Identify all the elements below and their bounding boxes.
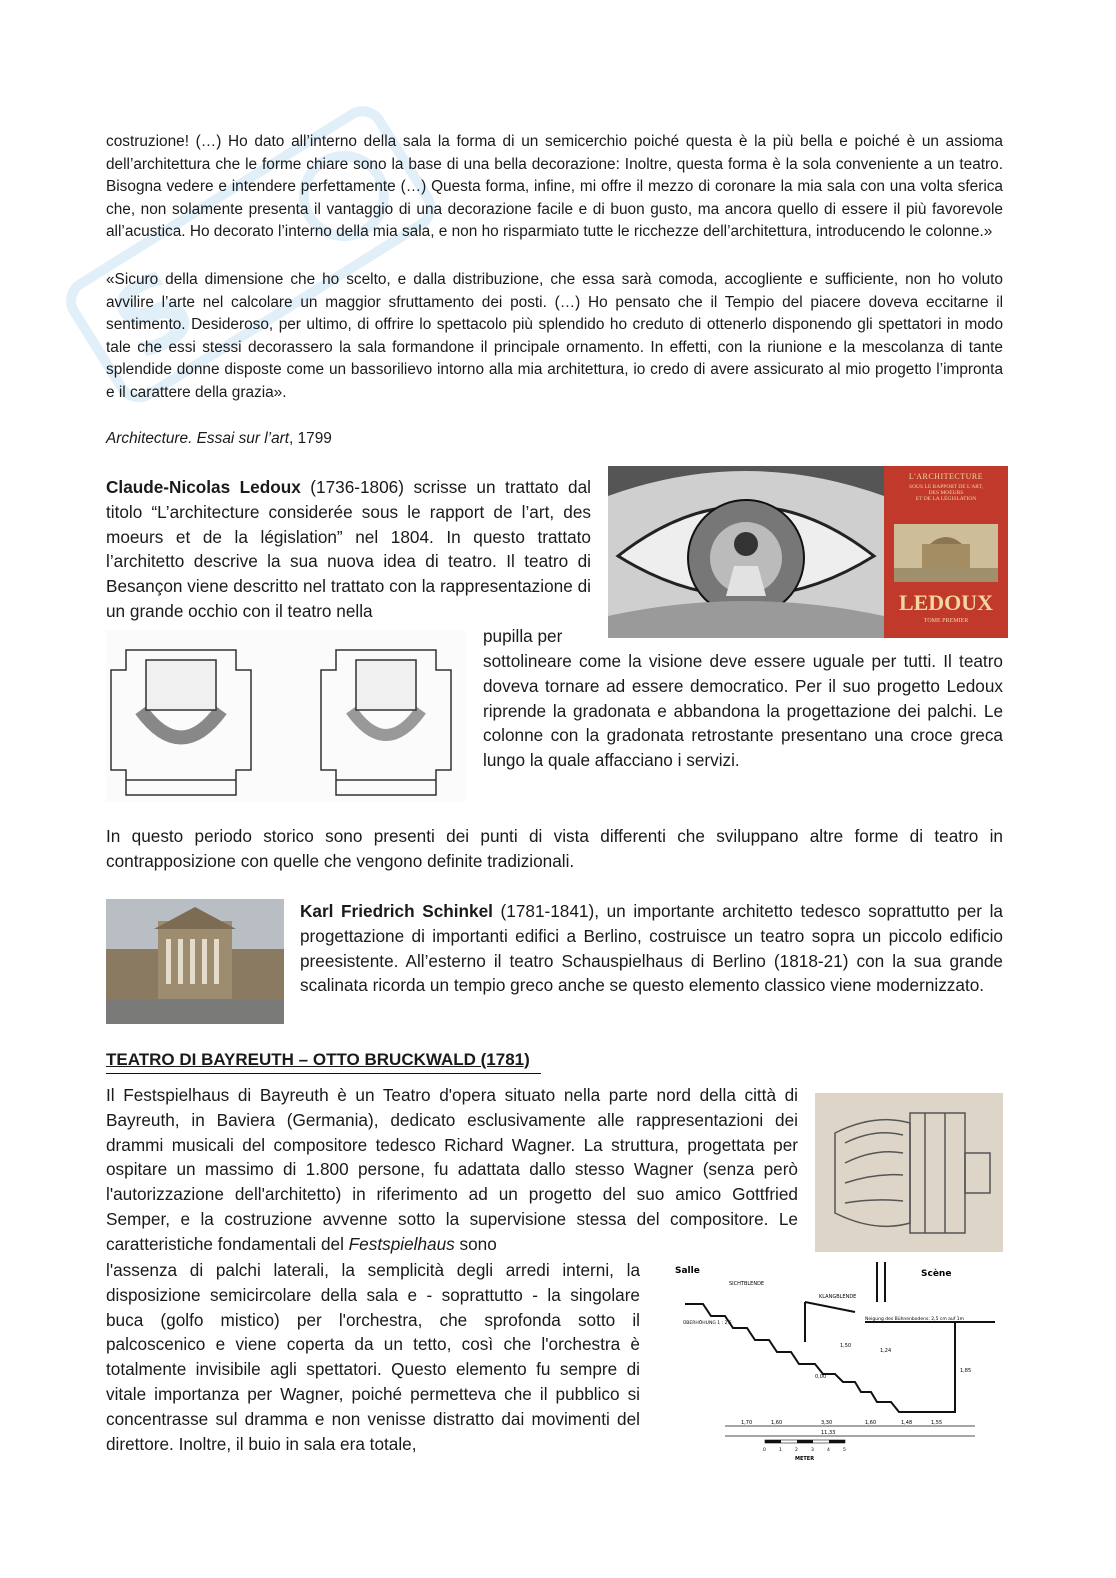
dim-h3: 1,24: [880, 1348, 892, 1354]
dim-d5: 1,48: [901, 1420, 913, 1426]
dim-d2: 1,60: [771, 1420, 783, 1426]
scale-meter: METER: [795, 1456, 815, 1462]
book-author: LEDOUX: [898, 590, 994, 615]
scale-1: 1: [779, 1448, 782, 1453]
schauspielhaus-photo: [106, 899, 284, 1024]
dim-d3: 3,30: [821, 1420, 833, 1426]
bayreuth-paragraph-b: l'assenza di palchi laterali, la semplicità degli arredi interni, la disposizione semicircolare della sala e - soprattutto - la singolare buca (golfo mistico) per l'orchestra, che sprofonda sotto il palcoscenico e viene coperta da un tetto, così che l'orchestra è totalmente invisibile agli spettatori. Questo elemento fu sempre di vitale importanza per Wagner, poiché permetteva che il pubblico si concentrasse sul dramma e non venisse distratto dai movimenti del direttore. Inoltre, il buio in sala era totale,: [106, 1260, 640, 1454]
bayreuth-heading: TEATRO DI BAYREUTH – OTTO BRUCKWALD (1781): [106, 1050, 530, 1069]
book-title-line1: L'ARCHITECTURE: [908, 472, 984, 481]
scale-0: 0: [763, 1448, 766, 1453]
bayreuth-text-a-end: sono: [454, 1233, 497, 1254]
dim-d4: 1,60: [865, 1420, 877, 1426]
dim-h1: 1,50: [840, 1343, 852, 1349]
book-cover-illustration: [894, 524, 998, 582]
bayreuth-floor-plan: [815, 1093, 1003, 1252]
svg-text:S: S: [92, 246, 216, 384]
schinkel-text: (1781-1841), un importante architetto tedesco soprattutto per la progettazione di importanti edifici a Berlino, costruisce un teatro sopra un piccolo edificio preesistente. All’esterno il teatro Schauspielhaus di Berlino (1818-21) con la sua grande scalinata ricorda un tempio greco anche se questo elemento classico viene modernizzato.: [300, 901, 1003, 996]
dim-h2: 1,85: [960, 1368, 972, 1374]
book-title-line2: SOUS LE RAPPORT DE L'ART,: [909, 484, 983, 490]
schinkel-name: Karl Friedrich Schinkel: [300, 901, 493, 921]
bayreuth-paragraph-a: [106, 1083, 798, 1257]
quote-paragraph-1: costruzione! (…) Ho dato all’interno della sala la forma di un semicerchio poiché questa è la più bella e poiché è un assioma dell’architettura che le forme chiare sono la base di una bella decorazione: Inoltre, questa forma è la sola conveniente a un teatro. Bisogna vedere e intendere perfettamente (…) Questa forma, infine, mi offre il mezzo di coronare la mia sala con una volta sferica che, non solamente presenta il vantaggio di una decorazione facile e di buon gusto, ma ancora quello di essere il più favorevole all’acustica. Ho decorato l’interno della mia sala, e non ho risparmiato tutte le ricchezze dell’architettura, introducendo le colonne.»: [106, 133, 1003, 241]
source-title: Architecture. Essai sur l’art: [106, 430, 290, 447]
label-neigung: Neigung des Bühnenbodens: 2,5 cm auf 1m: [865, 1317, 965, 1322]
ledoux-name: Claude-Nicolas Ledoux: [106, 477, 301, 497]
period-paragraph: In questo periodo storico sono presenti dei punti di vista differenti che sviluppano altre forme di teatro in contrapposizione con quelle che vengono definite tradizionali.: [106, 826, 1003, 871]
dim-d6: 1,55: [931, 1420, 943, 1426]
label-klangblende: KLANGBLENDE: [819, 1294, 857, 1300]
book-title-line3: DES MOEURS: [928, 490, 964, 496]
scale-3: 3: [811, 1448, 814, 1453]
section-label-salle: Salle: [675, 1266, 700, 1276]
book-title-line4: ET DE LA LÉGISLATION: [915, 496, 977, 502]
scale-4: 4: [827, 1448, 830, 1453]
quote-source: [106, 428, 1003, 451]
source-year: , 1799: [289, 430, 332, 447]
label-sichtblende: SICHTBLENDE: [729, 1281, 765, 1287]
scale-2: 2: [795, 1448, 798, 1453]
besancon-eye-engraving: [608, 466, 884, 638]
schinkel-paragraph: [300, 899, 1003, 998]
ledoux-text-a: (1736-1806) scrisse un trattato dal titolo “L’architecture considerée sous le rapport de l’art, des moeurs et de la législation” nel 1804. In questo trattato l’architetto descrive la sua nuova idea di teatro. Il teatro di Besançon viene descritto nel trattato con la rappresentazione di un grande occhio con il teatro nella: [106, 477, 591, 621]
book-tome: TOME PREMIER: [923, 618, 969, 624]
dim-h4: 0,00: [815, 1374, 827, 1380]
ledoux-theatre-plans: [106, 630, 466, 802]
heading-underline: [106, 1073, 541, 1074]
dim-total: 11,33: [821, 1430, 836, 1436]
bayreuth-text-a-italic: Festspielhaus: [348, 1233, 455, 1254]
label-uberhohung: ÜBERHÖHUNG 1 : 2,5: [683, 1321, 732, 1326]
ledoux-paragraph: [106, 475, 591, 624]
ledoux-book-cover: [884, 466, 1008, 638]
dim-d1: 1,70: [741, 1420, 753, 1426]
scale-5: 5: [843, 1448, 846, 1453]
quote-paragraph-2: «Sicuro della dimensione che ho scelto, e dalla distribuzione, che essa sarà comoda, accogliente e sufficiente, non ho voluto avvilire l’arte nel calcolare un maggior sfruttamento dei posti. (…) Ho pensato che il Tempio del piacere doveva eccitarne il sentimento. Desideroso, per ultimo, di offrire lo spettacolo più splendido ho creduto di ottenerlo disponendo gli spettatori in modo tale che essi stessi decorassero la sala formandone il principale ornamento. In effetti, con la riunione e la mescolanza di tante splendide donne disposte come un bassorilievo intorno alla mia architettura, io credo di avere assicurato al mio progetto l’impronta e il carattere della grazia».: [106, 271, 1003, 401]
section-label-scene: Scène: [921, 1269, 952, 1279]
bayreuth-text-a: Il Festspielhaus di Bayreuth è un Teatro d'opera situato nella parte nord della città di Bayreuth, in Baviera (Germania), dedicato esclusivamente alle rappresentazioni dei drammi musicali del compositore tedesco Richard Wagner. La struttura, progettata per ospitare un massimo di 1.800 persone, fu adattata dallo stesso Wagner (senza però l'autorizzazione dell'architetto) in riferimento ad un progetto del suo amico Gottfried Semper, e la costruzione avvenne sotto la supervisione stessa del compositore. Le caratteristiche fondamentali del: [106, 1085, 798, 1254]
ledoux-text-c: sottolineare come la visione deve essere uguale per tutti. Il teatro doveva tornare ad essere democratico. Per il suo progetto Ledoux riprende la gradonata e abbandona la progettazione dei palchi. Le colonne con la gradonata retrostante presentano una croce greca lungo la quale affacciano i servizi.: [483, 651, 1003, 771]
bayreuth-section-drawing: [655, 1262, 1005, 1462]
ledoux-text-b: pupilla per: [483, 626, 563, 646]
